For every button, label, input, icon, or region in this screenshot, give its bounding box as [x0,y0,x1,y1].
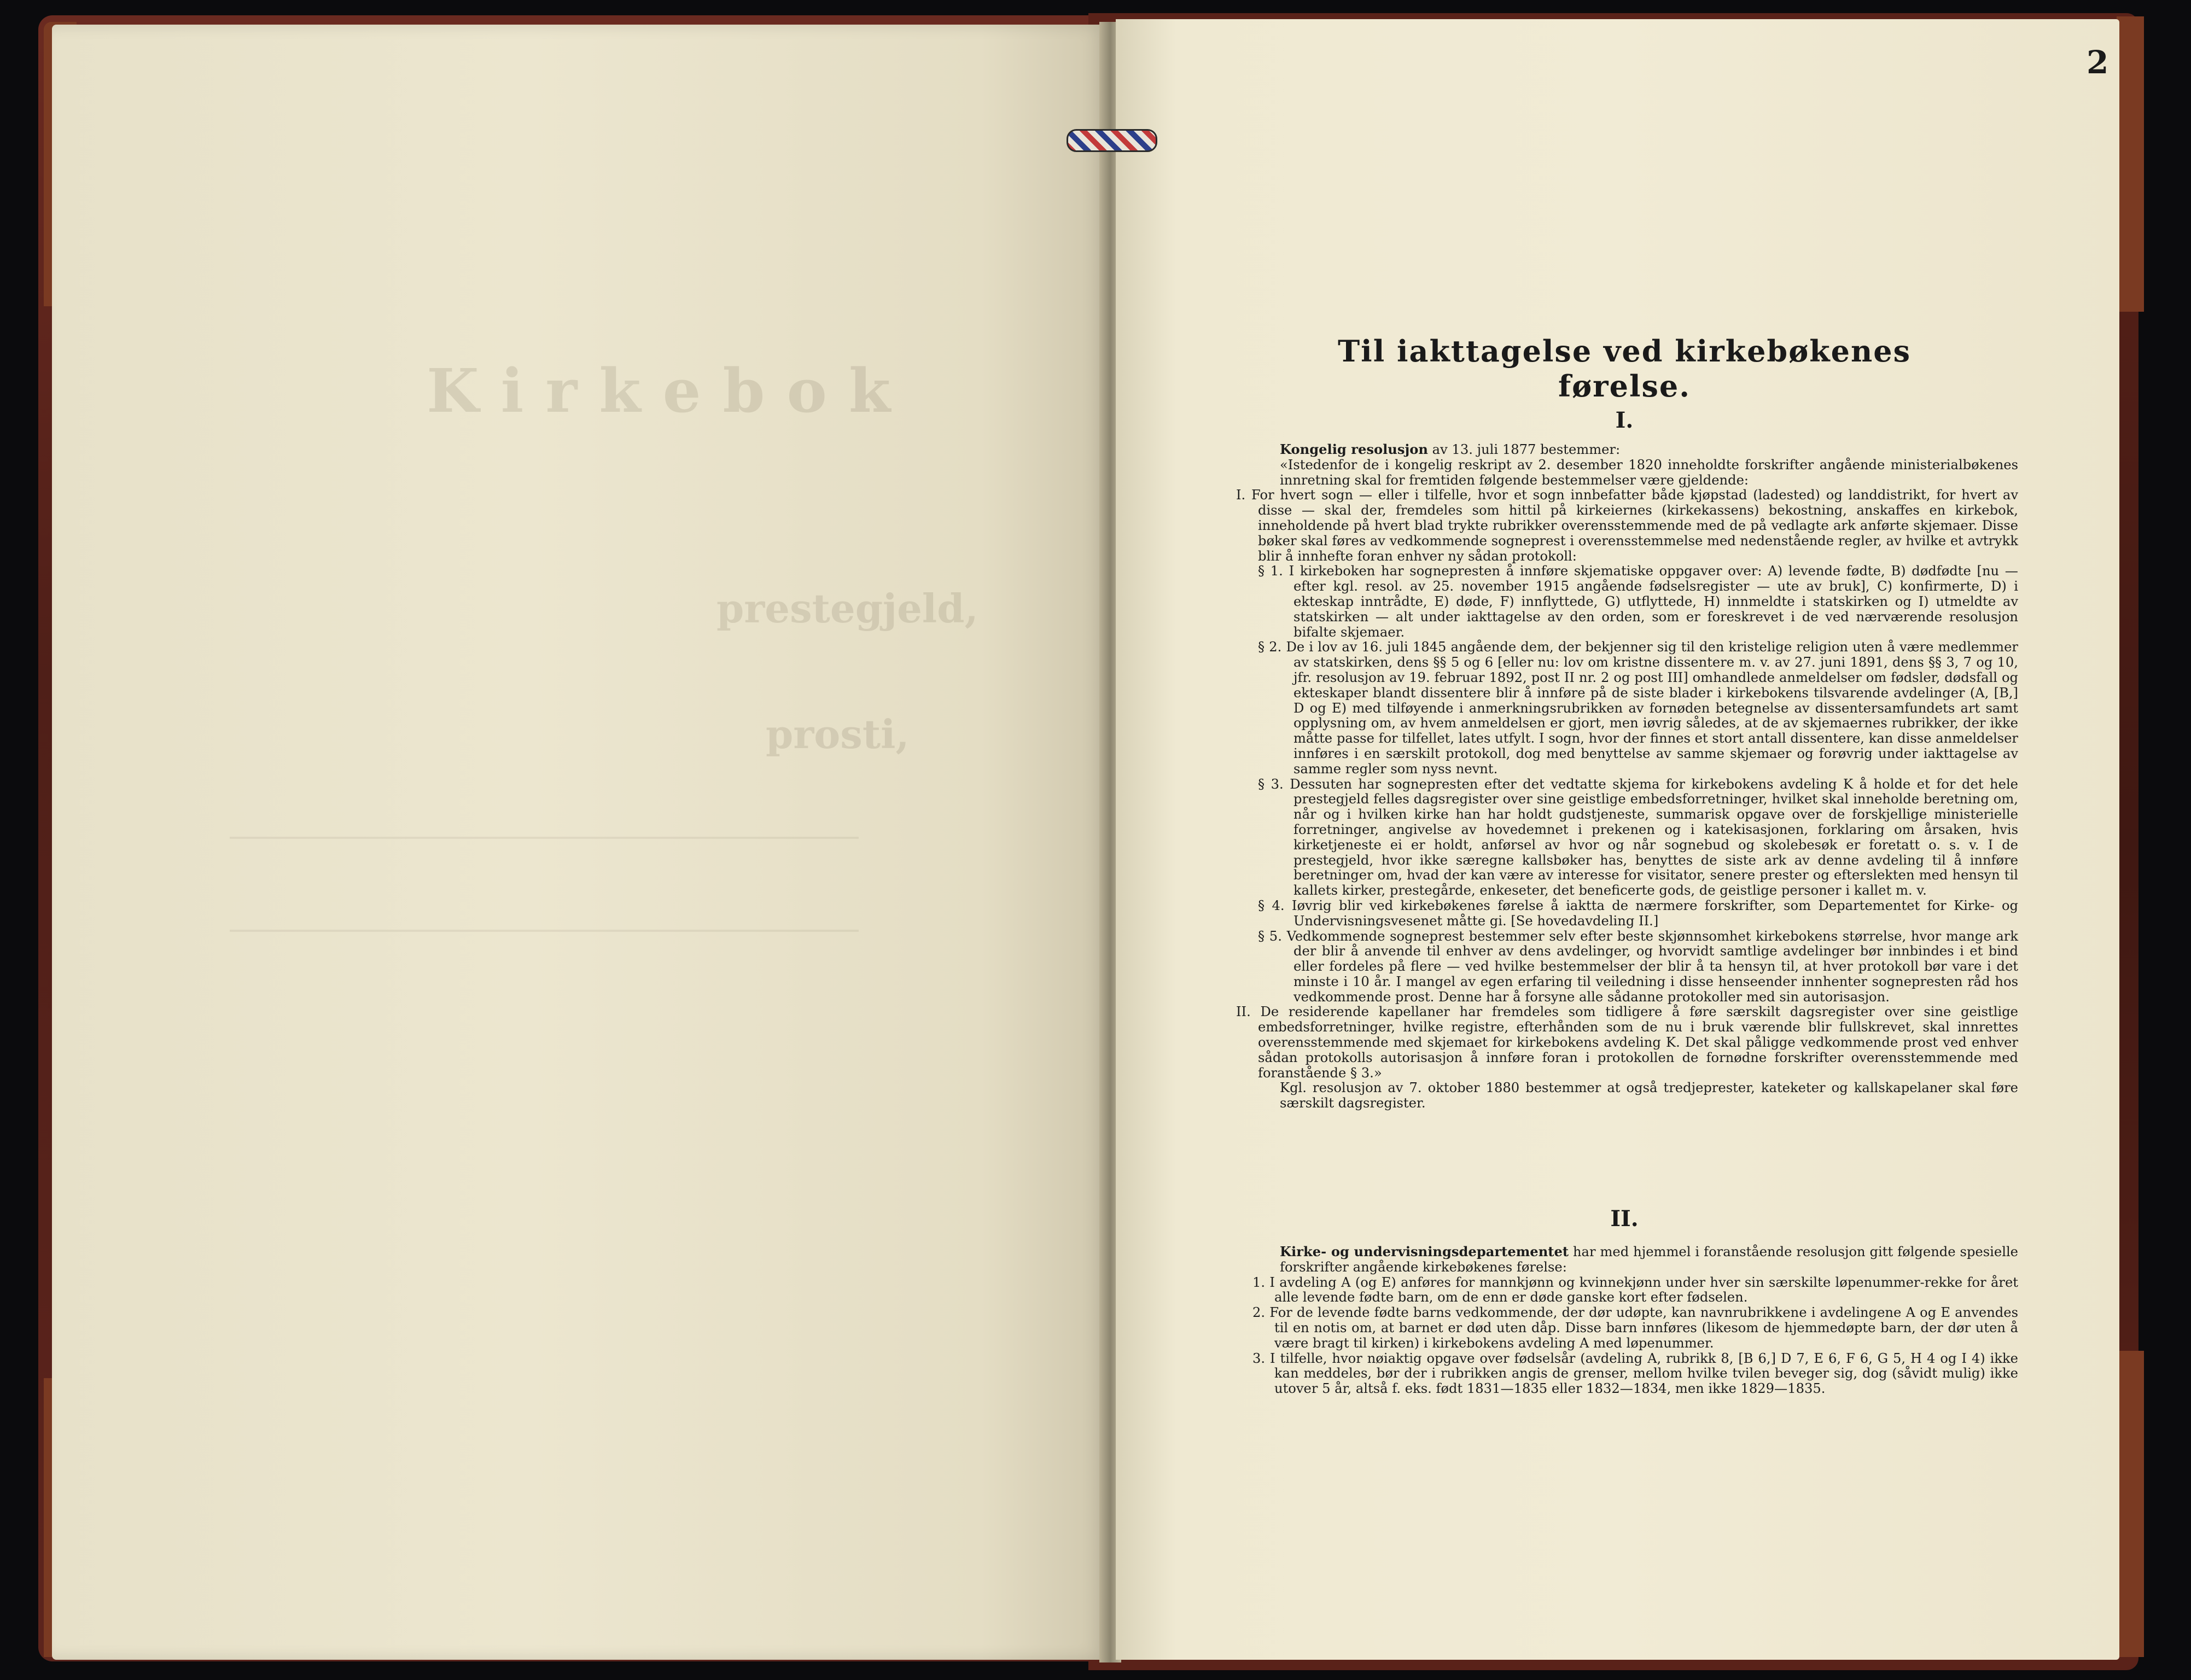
intro-bold: Kongelig resolusjon [1280,441,1428,457]
faint-prestegjeld-showthrough: prestegjeld, [716,585,978,632]
paragraph-II: II. De residerende kapellaner har fremdeles som tidligere å føre særskilt dagsregister over sine geistlige embedsforretninger, hvilke registre, efterhånden som de nu i bruk værende blir fullskrevet, skal innrettes overensstemmende med skjemaet for kirkebokens avdeling K. Det skal påligge vedkommende prost ved enhver sådan protokolls autorisasjon å innføre foran i protokollen de fornødne forskrifter overensstemmende med foranstående § 3.» [1236,1004,2018,1081]
numbered-item-3: 3. I tilfelle, hvor nøiaktig opgave over fødselsår (avdeling A, rubrikk 8, [B 6,] D 7, E 6, F 6, G 5, H 4 og I 4) ikke kan meddeles, bør der i rubrikken angis de grenser, mellom hvilke tvilen beveger sig, dog (såvidt mulig) ikke utover 5 år, altså f. eks. født 1831—1835 eller 1832—1834, men ikke 1829—1835. [1252,1350,2018,1397]
section-1-body [1236,442,2018,1111]
document-title: Til iakttagelse ved kirkebøkenes førelse. [1338,334,1911,404]
numbered-item-1: 1. I avdeling A (og E) anføres for mannkjønn og kvinnekjønn under hver sin særskilte løpenummer-rekke for året alle levende fødte barn, om de enn er døde ganske kort efter fødselen. [1252,1274,2018,1305]
section-2-intro [1236,1244,2018,1275]
section-heading-2: II. [1610,1206,1639,1232]
paragraph-2: § 2. De i lov av 16. juli 1845 angående dem, der bekjenner sig til den kristelige religion uten å være medlemmer av statskirken, dens §§ 5 og 6 [eller nu: lov om kristne dissentere m. v. av 27. juni 1891, dens §§ 3, 7 og 10, jfr. resolusjon av 19. februar 1892, post II nr. 2 og post III] omhandlede anmeldelser om fødsler, dødsfall og ekteskaper blandt dissentere blir å innføre på de siste blader i kirkebokens tilsvarende avdelinger (A, [B,] D og E) med tilføyende i anmerkningsrubrikken av fornøden betegnelse av dissentersamfundets art samt opplysning om, av hvem anmeldelsen er gjort, men iøvrig således, at de av skjemaernes rubrikker, der ikke måtte passe for tilfellet, lates utfylt. I sogn, hvor der finnes et stort antall dissentere, kan disse anmeldelser innføres i en særskilt protokoll, dog med benyttelse av samme skjemaer og forøvrig under iakttagelse av samme regler som nyss nevnt. [1258,639,2018,777]
faint-ruled-line [230,837,859,839]
intro-bold: Kirke- og undervisningsdepartementet [1280,1244,1569,1259]
left-page [52,25,1108,1660]
paragraph-kgl-resolusjon: Kgl. resolusjon av 7. oktober 1880 bestemmer at også tredjeprester, kateketer og kallskapelaner skal føre særskilt dagsregister. [1280,1080,2018,1111]
section-2-body [1236,1244,2018,1397]
leather-corner [2117,16,2144,312]
page-number: 2 [2087,44,2109,81]
leather-corner [2117,1351,2144,1657]
intro-rest: av 13. juli 1877 bestemmer: [1427,442,1621,457]
section-heading-1: I. [1615,407,1634,433]
faint-title-showthrough: Kirkebok [427,355,913,426]
paragraph-3: § 3. Dessuten har sognepresten efter det vedtatte skjema for kirkebokens avdeling K å holde et for det hele prestegjeld felles dagsregister over sine geistlige embedsforretninger, hvilket skal inneholde beretning om, når og i hvilken kirke han har holdt gudstjeneste, summarisk opgave over de forskjellige ministerielle forretninger, angivelse av hovedemnet i prekenen og i katekisasjonen, forklaring om årsaken, hvis kirketjeneste ei er holdt, anførsel av hvor og når sognebud og skolebesøk er foretatt o. s. v. I de prestegjeld, hvor ikke særegne kallsbøker has, benyttes de siste ark av denne avdeling til å innføre beretninger om, hvad der kan være av interesse for visitator, senere prester og efterslekten med hensyn til kallets kirker, prestegårde, enkeseter, det beneficerte gods, de geistlige personer i kallet m. v. [1258,776,2018,899]
binding-cord [1067,129,1157,152]
royal-quote: «Istedenfor de i kongelig reskript av 2. desember 1820 inneholdte forskrifter angående ministerialbøkenes innretning skal for fremtiden følgende bestemmelser være gjeldende: [1280,457,2018,488]
paragraph-1: § 1. I kirkeboken har sognepresten å innføre skjematiske oppgaver over: A) levende fødte, B) dødfødte [nu — efter kgl. resol. av 25. november 1915 angående fødselsregister — ute av bruk], C) konfirmerte, D) i ekteskap inntrådte, E) døde, F) innflyttede, G) utflyttede, H) innmeldte i statskirken og I) utmeldte av statskirken — alt under iakttagelse av den orden, som er foreskrevet i de ved nærværende resolusjon bifalte skjemaer. [1258,563,2018,640]
paragraph-I: I. For hvert sogn — eller i tilfelle, hvor et sogn innbefatter både kjøpstad (ladested) og landdistrikt, for hvert av disse — skal der, fremdeles som hittil på kirkeiernes (kirkekassens) bekostning, anskaffes en kirkebok, inneholdende på hvert blad trykte rubrikker overensstemmende med de på vedlagte ark anførte skjemaer. Disse bøker skal føres av vedkommende sogneprest i overensstemmelse med nedenstående regler, av hvilke et avtrykk blir å innhefte foran enhver ny sådan protokoll: [1236,487,2018,564]
numbered-item-2: 2. For de levende fødte barns vedkommende, der dør udøpte, kan navnrubrikkene i avdelingene A og E anvendes til en notis om, at barnet er død uten dåp. Disse barn innføres (likesom de hjemmedøpte barn, der dør uten å være bragt til kirken) i kirkebokens avdeling A med løpenummer. [1252,1305,2018,1351]
intro-rest: har med hjemmel i foranstående resolusjon gitt følgende spesielle forskrifter angående kirkebøkenes førelse: [1280,1244,2018,1275]
faint-ruled-line [230,930,859,932]
paragraph-5: § 5. Vedkommende sogneprest bestemmer selv efter beste skjønnsomhet kirkebokens størrelse, hvor mange ark der blir å anvende til enhver av dens avdelinger, og hvorvidt samtlige avdelinger bør innbindes i et bind eller fordeles på flere — ved hvilke bestemmelser der blir å ta hensyn til, at hver protokoll bør vare i det minste i 10 år. I mangel av egen erfaring til veiledning i disse henseender innhenter sognepresten råd hos vedkommende prost. Denne har å forsyne alle sådanne protokoller med sin autorisasjon. [1258,928,2018,1005]
section-1-intro [1236,442,2018,458]
faint-prosti-showthrough: prosti, [766,711,910,757]
paragraph-4: § 4. Iøvrig blir ved kirkebøkenes førelse å iaktta de nærmere forskrifter, som Departementet for Kirke- og Undervisningsvesenet måtte gi. [Se hovedavdeling II.] [1258,897,2018,929]
